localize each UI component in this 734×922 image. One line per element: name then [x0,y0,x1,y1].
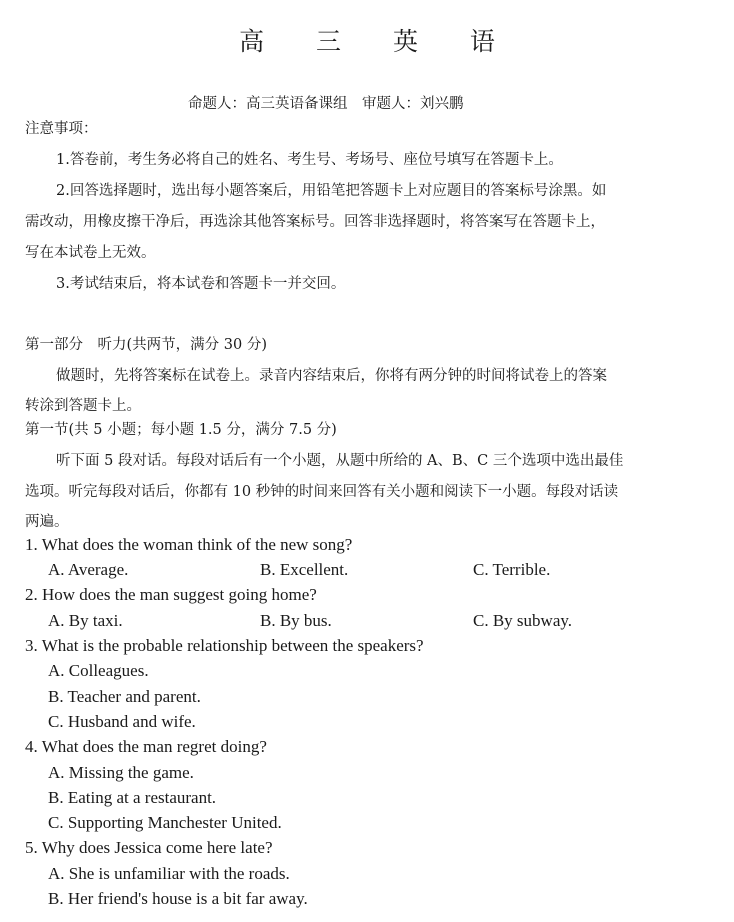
question-5-option-b: B. Her friend's house is a bit far away. [48,889,308,908]
notice-item-3: 3.考试结束后，将本试卷和答题卡一并交回。 [56,276,346,292]
question-4-stem: 4. What does the man regret doing? [25,737,267,756]
question-5-option-a: A. She is unfamiliar with the roads. [48,864,290,883]
question-1-option-c: C. Terrible. [473,560,551,579]
notice-item-2-line-3: 写在本试卷上无效。 [25,245,156,261]
notice-item-1: 1.答卷前，考生务必将自己的姓名、考生号、考场号、座位号填写在答题卡上。 [56,152,563,168]
authors-line: 命题人：高三英语备课组 审题人：刘兴鹏 [188,96,464,112]
question-3-option-a: A. Colleagues. [48,661,149,680]
question-1-stem: 1. What does the woman think of the new song? [25,535,353,554]
section1-heading: 第一节(共 5 小题；每小题 1.5 分，满分 7.5 分) [25,422,337,438]
part1-intro-line-1: 做题时，先将答案标在试卷上。录音内容结束后，你将有两分钟的时间将试卷上的答案 [56,368,607,384]
page-title: 高 三 英 语 [239,27,517,56]
question-2-option-c: C. By subway. [473,611,573,630]
question-1-option-b: B. Excellent. [260,560,349,579]
question-2-option-b: B. By bus. [260,611,332,630]
question-1-option-a: A. Average. [48,560,129,579]
notice-item-2-line-2: 需改动，用橡皮擦干净后，再选涂其他答案标号。回答非选择题时，将答案写在答题卡上， [25,214,605,230]
section1-line-1: 听下面 5 段对话。每段对话后有一个小题，从题中所给的 A、B、C 三个选项中选出最佳 [56,453,624,469]
section1-line-3: 两遍。 [25,514,69,530]
section1-line-2: 选项。听完每段对话后，你都有 10 秒钟的时间来回答有关小题和阅读下一小题。每段对话读 [25,484,619,500]
question-3-stem: 3. What is the probable relationship between the speakers? [25,636,424,655]
question-4-option-b: B. Eating at a restaurant. [48,788,217,807]
part1-heading: 第一部分 听力(共两节，满分 30 分) [25,337,267,353]
question-5-stem: 5. Why does Jessica come here late? [25,838,273,857]
question-4-option-c: C. Supporting Manchester United. [48,813,282,832]
question-4-option-a: A. Missing the game. [48,763,194,782]
notice-item-2-line-1: 2.回答选择题时，选出每小题答案后，用铅笔把答题卡上对应题目的答案标号涂黑。如 [56,183,607,199]
notice-heading: 注意事项： [25,121,98,137]
question-3-option-c: C. Husband and wife. [48,712,196,731]
question-3-option-b: B. Teacher and parent. [48,687,201,706]
question-2-option-a: A. By taxi. [48,611,123,630]
question-2-stem: 2. How does the man suggest going home? [25,585,317,604]
part1-intro-line-2: 转涂到答题卡上。 [25,398,141,414]
